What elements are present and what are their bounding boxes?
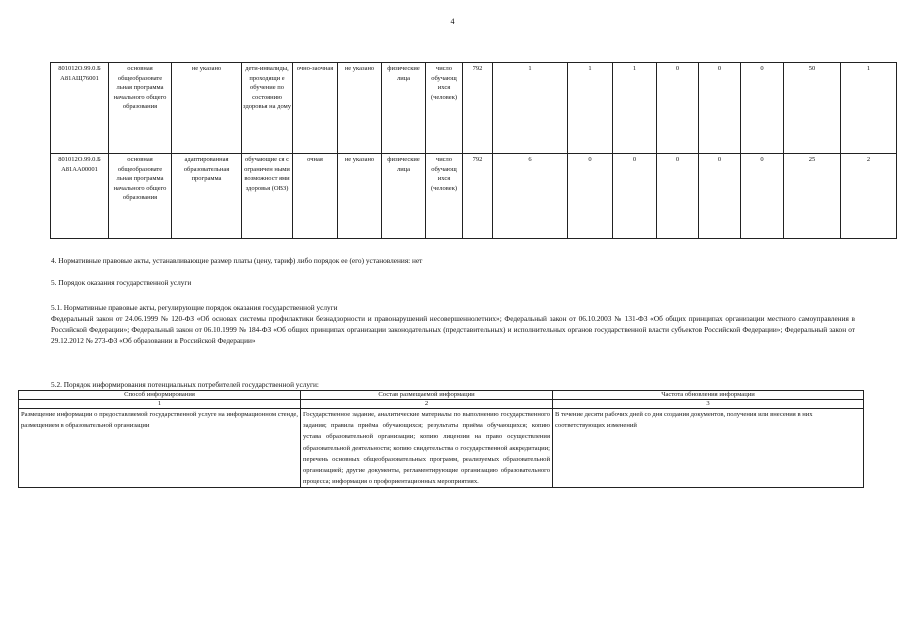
column-header: Частота обновления информации bbox=[553, 391, 864, 400]
table-cell: число обучающ ихся (человек) bbox=[426, 63, 463, 154]
table-cell: физические лица bbox=[382, 154, 426, 239]
table-cell: 792 bbox=[463, 63, 493, 154]
column-number-row bbox=[19, 400, 864, 409]
table-row bbox=[51, 154, 897, 239]
table-cell: 25 bbox=[784, 154, 841, 239]
page-number: 4 bbox=[450, 17, 455, 26]
table-cell: 792 bbox=[463, 154, 493, 239]
table-cell: 1 bbox=[613, 63, 657, 154]
table-cell: 0 bbox=[613, 154, 657, 239]
table-cell: 0 bbox=[657, 154, 699, 239]
table-row bbox=[51, 63, 897, 154]
table-cell: 0 bbox=[741, 63, 784, 154]
table-cell: 801012О.99.0.Б А81АА00001 bbox=[51, 154, 109, 239]
table-cell: адаптированная образовательная программа bbox=[172, 154, 242, 239]
table-cell: 1 bbox=[568, 63, 613, 154]
table-cell: не указано bbox=[338, 154, 382, 239]
table-cell: 6 bbox=[493, 154, 568, 239]
section-4-fee-acts: 4. Нормативные правовые акты, устанавливающие размер платы (цену, тариф) либо порядок ее (его) установления: нет bbox=[51, 256, 423, 265]
table-cell: 0 bbox=[741, 154, 784, 239]
table-cell: 0 bbox=[699, 154, 741, 239]
table-header-row bbox=[19, 391, 864, 400]
column-header: Состав размещаемой информации bbox=[301, 391, 553, 400]
table-cell: очная bbox=[293, 154, 338, 239]
section-5-1-laws: Федеральный закон от 24.06.1999 № 120-ФЗ «Об основах системы профилактики безнадзорности и правонарушений несовершеннолетних»; Федеральный закон от 06.10.2003 № 131-ФЗ «Об общих принципах организации местного самоуправления в Российской Федерации»; Федеральный закон от 06.10.1999 № 184-ФЗ «Об общих принципах организации законодательных (представительных) и исполнительных органов государственной власти субъектов Российской Федерации»; Федеральный закон от 29.12.2012 № 273-ФЗ «Об образовании в Российской Федерации» bbox=[51, 314, 855, 345]
table-cell: 0 bbox=[657, 63, 699, 154]
section-5-1-heading: 5.1. Нормативные правовые акты, регулирующие порядок оказания государственной услуги bbox=[51, 303, 338, 312]
table-cell: 801012О.99.0.Б А81АЩ76001 bbox=[51, 63, 109, 154]
section-5-heading: 5. Порядок оказания государственной услуги bbox=[51, 278, 192, 287]
table-cell: не указано bbox=[338, 63, 382, 154]
info-content-cell: Государственное задание, аналитические материалы по выполнению государственного задания; правила приёма обучающихся; результаты приёма обучающихся; копию устава образовательной организации; копию лицензии на право осуществления образовательной деятельности; копию свидетельства о государственной аккредитации; перечень основных общеобразовательных программ, реализуемых образовательной организацией; другие документы, регламентирующие организацию образовательного процесса; информация о профориентационных мероприятиях. bbox=[301, 409, 553, 488]
column-header: Способ информирования bbox=[19, 391, 301, 400]
table-cell: число обучающ ихся (человек) bbox=[426, 154, 463, 239]
info-method-cell: Размещение информации о предоставляемой государственной услуге на информационном стенде, размещением в образовательной организации bbox=[19, 409, 301, 488]
table-cell: очно-заочная bbox=[293, 63, 338, 154]
column-number: 3 bbox=[553, 400, 864, 409]
table-cell: 0 bbox=[699, 63, 741, 154]
table-cell: 0 bbox=[568, 154, 613, 239]
column-number: 1 bbox=[19, 400, 301, 409]
table-cell: дети-инвалиды, проходящи е обучение по состоянию здоровья на дому bbox=[242, 63, 293, 154]
information-table bbox=[18, 390, 864, 488]
section-5-2-heading: 5.2. Порядок информирования потенциальных потребителей государственной услуги: bbox=[51, 380, 319, 389]
table-cell: 1 bbox=[493, 63, 568, 154]
table-cell: 50 bbox=[784, 63, 841, 154]
table-cell: 2 bbox=[841, 154, 897, 239]
table-cell: обучающие ся с ограничен ными возможност ями здоровья (ОВЗ) bbox=[242, 154, 293, 239]
table-row bbox=[19, 409, 864, 488]
table-cell: основная общеобразовате льная программа начального общего образования bbox=[109, 154, 172, 239]
table-cell: не указано bbox=[172, 63, 242, 154]
table-cell: основная общеобразовате льная программа начального общего образования bbox=[109, 63, 172, 154]
table-cell: физические лица bbox=[382, 63, 426, 154]
info-frequency-cell: В течение десяти рабочих дней со дня создания документов, получения или внесения в них соответствующих изменений bbox=[553, 409, 864, 488]
column-number: 2 bbox=[301, 400, 553, 409]
table-cell: 1 bbox=[841, 63, 897, 154]
services-table bbox=[50, 62, 897, 239]
